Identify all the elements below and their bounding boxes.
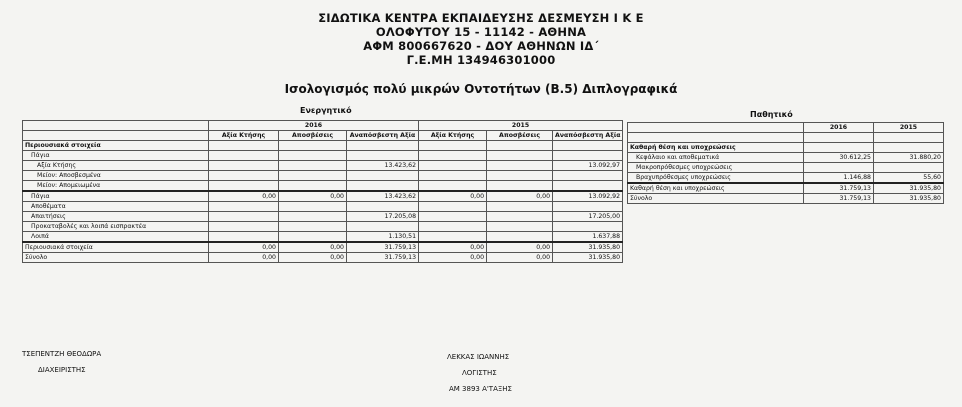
table-row: Καθαρή θέση και υποχρεώσεις 31.759,13 31.935,80 [628,183,944,194]
table-row: Αξία Κτήσης 13.423,62 13.092,97 [23,161,623,171]
table-row: Πάγια 0,00 0,00 13.423,62 0,00 0,00 13.092,92 [23,191,623,202]
table-row: Πάγια [23,151,623,161]
col-depreciation: Αποσβέσεις [487,131,553,141]
table-row: Περιουσιακά στοιχεία [23,141,623,151]
liabilities-label: Παθητικό [750,110,793,119]
table-row: Μείον: Αποσβεσμένα [23,171,623,181]
assets-year1: 2016 [209,121,419,131]
accountant-role: ΛΟΓΙΣΤΗΣ [462,369,497,377]
company-gemi: Γ.Ε.ΜΗ 134946301000 [406,53,556,67]
col-net-value: Αναπόσβεστη Αξία [553,131,623,141]
table-row: Απαιτήσεις 17.205,08 17.205,00 [23,212,623,222]
table-row: Μακροπρόθεσμες υποχρεώσεις [628,163,944,173]
company-tax-id: ΑΦΜ 800667620 - ΔΟΥ ΑΘΗΝΩΝ ΙΔ΄ [363,39,599,53]
table-row: Προκαταβολές και λοιπά εισπρακτέα [23,222,623,232]
company-name: ΣΙΔΩΤΙΚΑ ΚΕΝΤΡΑ ΕΚΠΑΙΔΕΥΣΗΣ ΔΕΣΜΕΥΣΗ Ι Κ Ε [318,11,644,25]
table-row: Σύνολο 31.759,13 31.935,80 [628,194,944,204]
company-header [0,11,962,67]
table-row: Βραχυπρόθεσμες υποχρεώσεις 1.146,88 55,60 [628,173,944,184]
assets-label: Ενεργητικό [300,106,352,115]
liabilities-year2: 2015 [874,123,944,133]
assets-table [22,120,623,263]
table-row: Σύνολο 0,00 0,00 31.759,13 0,00 0,00 31.935,80 [23,253,623,263]
table-row: Καθαρή θέση και υποχρεώσεις [628,143,944,153]
accountant-name: ΛΕΚΚΑΣ ΙΩΑΝΝΗΣ [447,353,510,361]
liabilities-year1: 2016 [804,123,874,133]
table-row: Λοιπά 1.130,51 1.637,88 [23,232,623,243]
manager-name: ΤΣΕΠΕΝΤΖΗ ΘΕΟΔΩΡΑ [22,350,102,358]
table-row: Μείον: Απομειωμένα [23,181,623,192]
col-cost: Αξία Κτήσης [209,131,279,141]
document-title: Ισολογισμός πολύ μικρών Οντοτήτων (Β.5) Διπλογραφικά [284,82,678,96]
table-row: Αποθέματα [23,202,623,212]
manager-role: ΔΙΑΧΕΙΡΙΣΤΗΣ [38,366,86,374]
col-net-value: Αναπόσβεστη Αξία [347,131,419,141]
assets-year2: 2015 [419,121,623,131]
table-row: Περιουσιακά στοιχεία 0,00 0,00 31.759,13 0,00 0,00 31.935,80 [23,242,623,253]
col-depreciation: Αποσβέσεις [279,131,347,141]
liabilities-table [627,122,944,204]
company-address: ΟΛΟΦΥΤΟΥ 15 - 11142 - ΑΘΗΝΑ [375,25,587,39]
accountant-license: ΑΜ 3893 Α'ΤΑΞΗΣ [449,385,512,393]
table-row: Κεφάλαιο και αποθεματικά 30.612,25 31.880,20 [628,153,944,163]
col-cost: Αξία Κτήσης [419,131,487,141]
